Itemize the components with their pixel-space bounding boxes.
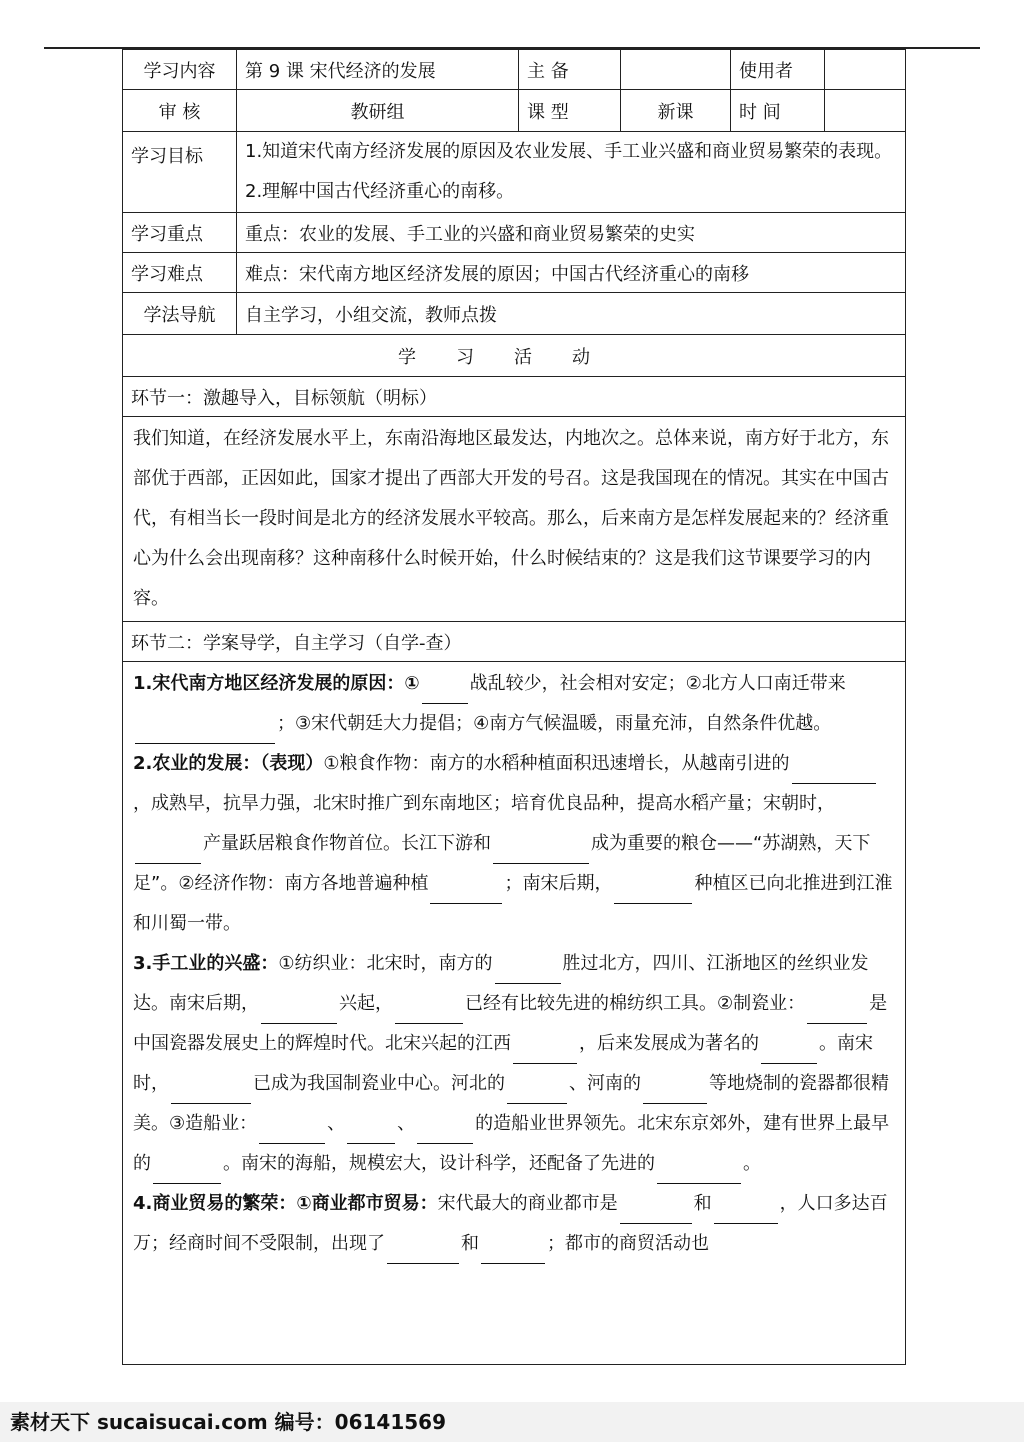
p2-text-5: ；南宋后期， [504,873,613,894]
header-row-2 [123,90,906,132]
key-row [123,213,906,253]
p4-text-2: 和 [693,1193,712,1214]
goal-1: 1.知道宋代南方经济发展的原因及农业发展、手工业兴盛和商业贸易繁荣的表现。 [245,141,893,162]
label-type: 课 型 [519,90,621,132]
key-label: 学习重点 [123,213,237,253]
user-value [825,50,906,90]
label-time: 时 间 [731,90,825,132]
step2-content-row [123,662,906,1365]
p2-text-4: 成为重要的粮仓——“苏湖熟，天下足”。②经济作物：南方各地普遍种植 [133,833,871,894]
difficulty-row [123,253,906,293]
p3-text-3: 兴起， [339,993,393,1014]
p3-text-14: 。南宋的海船，规模宏大，设计科学，还配备了先进的 [223,1153,655,1174]
key-text: 重点：农业的发展、手工业的兴盛和商业贸易繁荣的史实 [237,213,906,253]
p4-text-4: 和 [461,1233,479,1254]
p3-text-11: 、 [327,1113,346,1134]
method-label: 学法导航 [123,293,237,335]
p3-text-12: 、 [397,1113,416,1134]
blank [657,1157,741,1184]
p3-text-2: 胜过北方，四川、江浙地区的丝织业发达。南宋后期， [133,953,869,1014]
blank [513,1037,577,1064]
goals-label: 学习目标 [123,132,237,213]
paragraph-3 [133,944,895,1184]
p3-text-4: 已经有比较先进的棉纺织工具。②制瓷业： [465,993,806,1014]
goal-2: 2.理解中国古代经济重心的南移。 [245,181,515,202]
step1-title-row [123,377,906,417]
activity-title: 学习活动 [123,335,906,377]
label-review: 审 核 [123,90,237,132]
blank [395,997,463,1024]
p3-text-13: 的造船业世界领先。北宋东京郊外，建有世界上最早的 [133,1113,890,1174]
label-content: 学习内容 [123,50,237,90]
blank [430,877,502,904]
p3-text-1: ①纺织业：北宋时，南方的 [278,953,493,974]
goals-cell [237,132,906,213]
p3-text-15: 。 [743,1153,761,1174]
p2-head: 2.农业的发展：（表现） [133,753,324,774]
blank [347,1117,395,1144]
step2-content [123,662,906,1365]
p1-text-2: ；③宋代朝廷大力提倡；④南方气候温暖，雨量充沛，自然条件优越。 [277,713,832,734]
blank [792,757,876,784]
p3-text-9: 、河南的 [569,1073,641,1094]
p1-text-1: 战乱较少，社会相对安定；②北方人口南迁带来 [469,673,846,694]
p2-text-3: 产量跃居粮食作物首位。长江下游和 [203,833,491,854]
watermark-footer: 素材天下 sucaisucai.com 编号：06141569 [0,1402,1024,1442]
step1-text-row [123,417,906,622]
blank [259,1117,325,1144]
step1-text: 我们知道，在经济发展水平上，东南沿海地区最发达，内地次之。总体来说，南方好于北方，东部优于西部，正因如此，国家才提出了西部大开发的号召。这是我国现在的情况。其实在中国古代，有相当长一段时间是北方的经济发展水平较高。那么，后来南方是怎样发展起来的？经济重心为什么会出现南移？这种南移什么时候开始，什么时候结束的？这是我们这节课要学习的内容。 [123,417,906,622]
blank [422,677,468,704]
p2-text-6: 种植区已向北推进到江淮和川蜀一带。 [133,873,893,934]
blank [761,1037,817,1064]
paragraph-4 [133,1184,895,1264]
p3-text-10: 等地烧制的瓷器都很精美。③造船业： [133,1073,889,1134]
blank [417,1117,473,1144]
blank [387,1237,459,1264]
p3-text-8: 已成为我国制瓷业中心。河北的 [253,1073,505,1094]
lesson-plan-table [122,49,906,1365]
blank [481,1237,545,1264]
label-preparer: 主 备 [519,50,621,90]
blank [135,717,275,744]
time-value [825,90,906,132]
blank [261,997,337,1024]
blank [714,1197,778,1224]
method-text: 自主学习，小组交流，教师点拨 [237,293,906,335]
p4-text-3: ，人口多达百万；经商时间不受限制，出现了 [133,1193,888,1254]
blank [153,1157,221,1184]
method-row [123,293,906,335]
p2-text-2: ，成熟早，抗旱力强，北宋时推广到东南地区；培育优良品种，提高水稻产量；宋朝时， [133,793,835,814]
p3-text-5: 是中国瓷器发展史上的辉煌时代。北宋兴起的江西 [133,993,888,1054]
blank [643,1077,707,1104]
paragraph-1 [133,664,895,744]
p4-text-1: 宋代最大的商业都市是 [437,1193,618,1214]
p3-text-7: 。南宋时， [133,1033,873,1094]
header-row-1 [123,50,906,90]
difficulty-label: 学习难点 [123,253,237,293]
goals-row [123,132,906,213]
lesson-title: 第 9 课 宋代经济的发展 [237,50,519,90]
p4-text-5: ；都市的商贸活动也 [547,1233,709,1254]
blank [495,957,561,984]
type-value: 新课 [621,90,731,132]
activity-row [123,335,906,377]
blank [507,1077,567,1104]
p3-head: 3.手工业的兴盛： [133,953,279,974]
paragraph-2 [133,744,895,944]
blank [807,997,867,1024]
blank [614,877,692,904]
step1-title: 环节一：激趣导入，目标领航（明标） [123,377,906,417]
label-user: 使用者 [731,50,825,90]
p2-text-1: ①粮食作物：南方的水稻种植面积迅速增长，从越南引进的 [323,753,790,774]
p4-head: 4.商业贸易的繁荣：①商业都市贸易： [133,1193,438,1214]
p3-text-6: ，后来发展成为著名的 [579,1033,759,1054]
reviewer-value: 教研组 [237,90,519,132]
blank [493,837,589,864]
blank [135,837,201,864]
blank [620,1197,692,1224]
blank [171,1077,251,1104]
difficulty-text: 难点：宋代南方地区经济发展的原因；中国古代经济重心的南移 [237,253,906,293]
step2-title: 环节二：学案导学，自主学习（自学-查） [123,622,906,662]
preparer-value [621,50,731,90]
step2-title-row [123,622,906,662]
p1-head: 1.宋代南方地区经济发展的原因：① [133,673,420,694]
